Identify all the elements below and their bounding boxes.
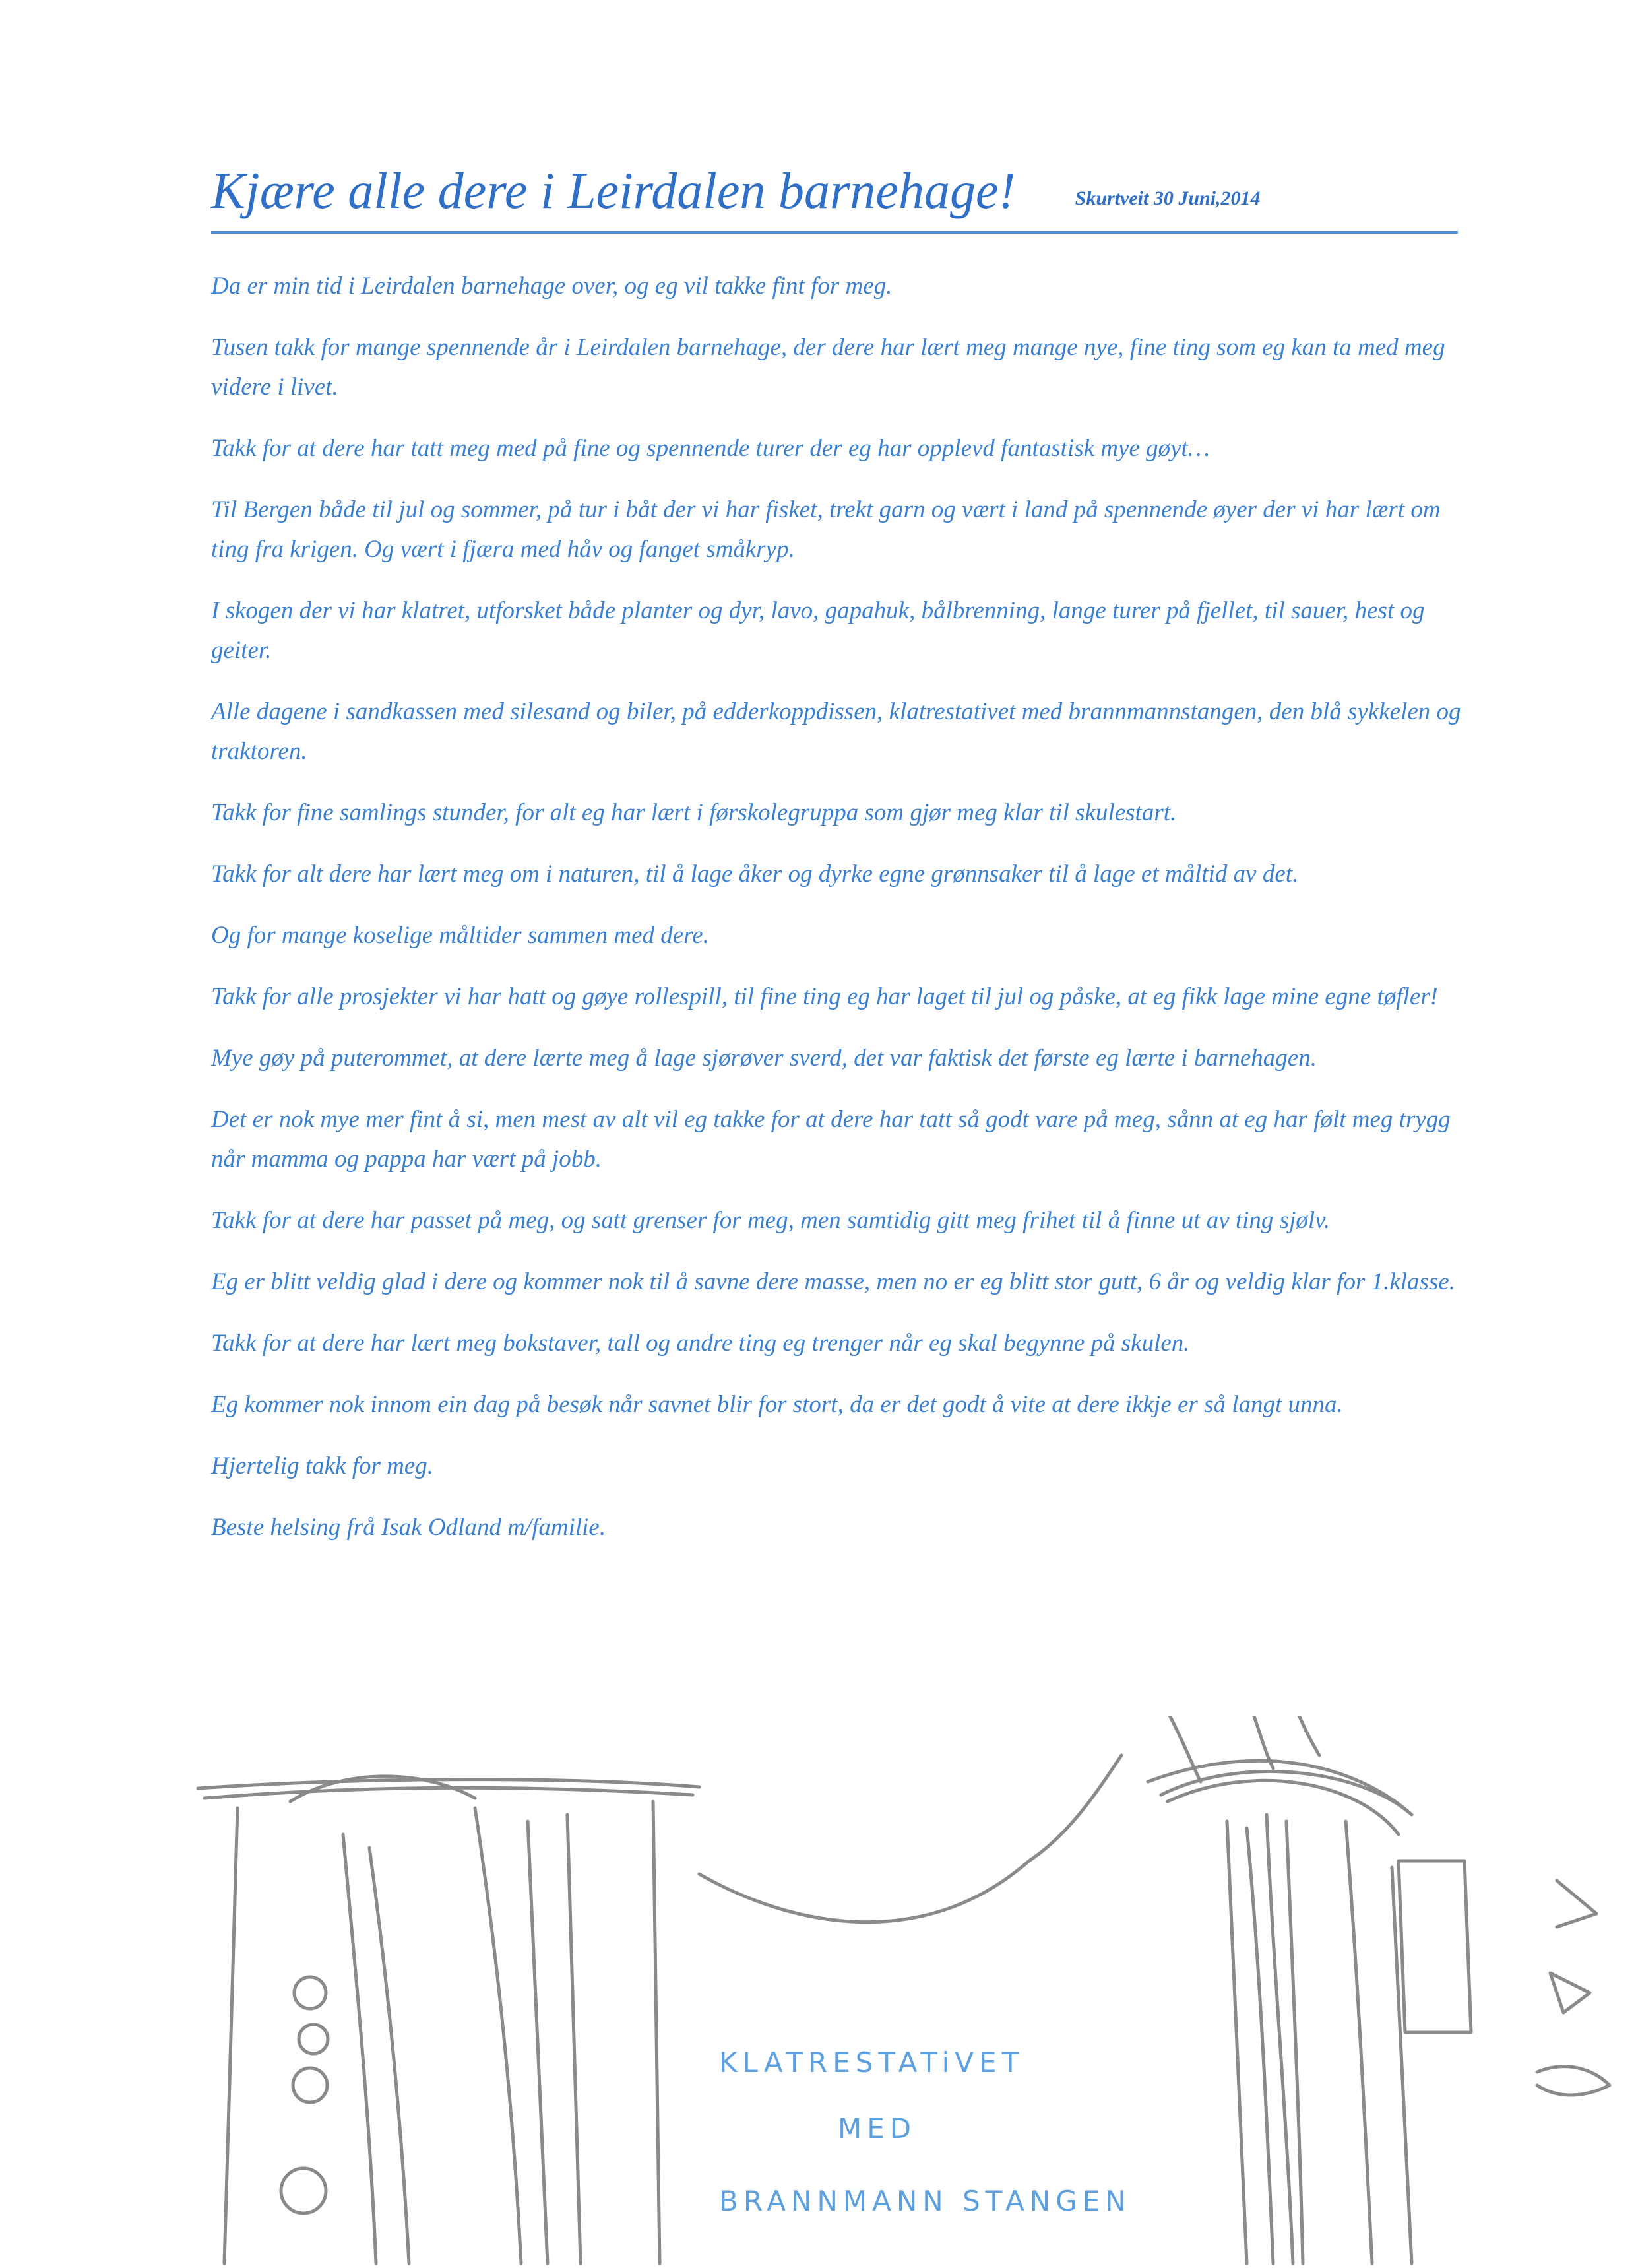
- caption-line: MED: [838, 2112, 917, 2145]
- paragraph: Det er nok mye mer fint å si, men mest av alt vil eg takke for at dere har tatt så godt vare på meg, sånn at eg har følt meg trygg når mamma og pappa har vært på jobb.: [211, 1106, 1451, 1173]
- paragraph: Mye gøy på puterommet, at dere lærte meg å lage sjørøver sverd, det var faktisk det første eg lærte i barnehagen.: [211, 1045, 1317, 1072]
- drawing-caption: [719, 2046, 1131, 2217]
- paragraph: Eg er blitt veldig glad i dere og kommer nok til å savne dere masse, men no er eg blitt stor gutt, 6 år og veldig klar for 1.klasse.: [211, 1268, 1456, 1295]
- paragraph: Takk for alle prosjekter vi har hatt og gøye rollespill, til fine ting eg har laget til jul og påske, at eg fikk lage mine egne tøfler!: [211, 983, 1438, 1010]
- paragraph: Eg kommer nok innom ein dag på besøk når savnet blir for stort, da er det godt å vite at dere ikkje er så langt unna.: [211, 1391, 1343, 1418]
- letter-header: [211, 162, 1458, 234]
- paragraph: Tusen takk for mange spennende år i Leirdalen barnehage, der dere har lært meg mange nye, fine ting som eg kan ta med meg videre i livet.: [211, 334, 1445, 401]
- letter-title: Kjære alle dere i Leirdalen barnehage!: [211, 162, 1016, 219]
- paragraph: Takk for at dere har lært meg bokstaver, tall og andre ting eg trenger når eg skal begynne på skulen.: [211, 1330, 1190, 1357]
- letter: [211, 162, 1464, 1569]
- letter-date: Skurtveit 30 Juni,2014: [1075, 187, 1261, 209]
- paragraph: Til Bergen både til jul og sommer, på tur i båt der vi har fisket, trekt garn og vært i land på spennende øyer der vi har lært om ting fra krigen. Og vært i fjæra med håv og fanget småkryp.: [211, 496, 1441, 563]
- caption-line: KLATRESTATiVET: [719, 2046, 1024, 2079]
- paragraph: Takk for alt dere har lært meg om i naturen, til å lage åker og dyrke egne grønnsaker til å lage et måltid av det.: [211, 860, 1299, 888]
- pencil-sketch: [198, 1716, 1610, 2263]
- paragraph: Alle dagene i sandkassen med silesand og biler, på edderkoppdissen, klatrestativet med brannmannstangen, den blå sykkelen og traktoren.: [211, 698, 1461, 765]
- closing-thanks: Hjertelig takk for meg.: [211, 1452, 434, 1479]
- paragraph: I skogen der vi har klatret, utforsket både planter og dyr, lavo, gapahuk, bålbrenning, lange turer på fjellet, til sauer, hest og geiter.: [211, 597, 1425, 664]
- paragraph: Takk for at dere har passet på meg, og satt grenser for meg, men samtidig gitt meg frihet til å finne ut av ting sjølv.: [211, 1207, 1331, 1234]
- paragraph: Og for mange koselige måltider sammen med dere.: [211, 922, 709, 949]
- caption-line: BRANNMANN STANGEN: [719, 2185, 1131, 2217]
- letter-body: [211, 267, 1464, 1547]
- paragraph: Da er min tid i Leirdalen barnehage over, og eg vil takke fint for meg.: [211, 273, 893, 300]
- signature-line: Beste helsing frå Isak Odland m/familie.: [211, 1514, 606, 1541]
- child-drawing: [0, 1716, 1636, 2268]
- paragraph: Takk for at dere har tatt meg med på fine og spennende turer der eg har opplevd fantastisk mye gøyt…: [211, 435, 1210, 462]
- paragraph: Takk for fine samlings stunder, for alt eg har lært i førskolegruppa som gjør meg klar til skulestart.: [211, 799, 1177, 826]
